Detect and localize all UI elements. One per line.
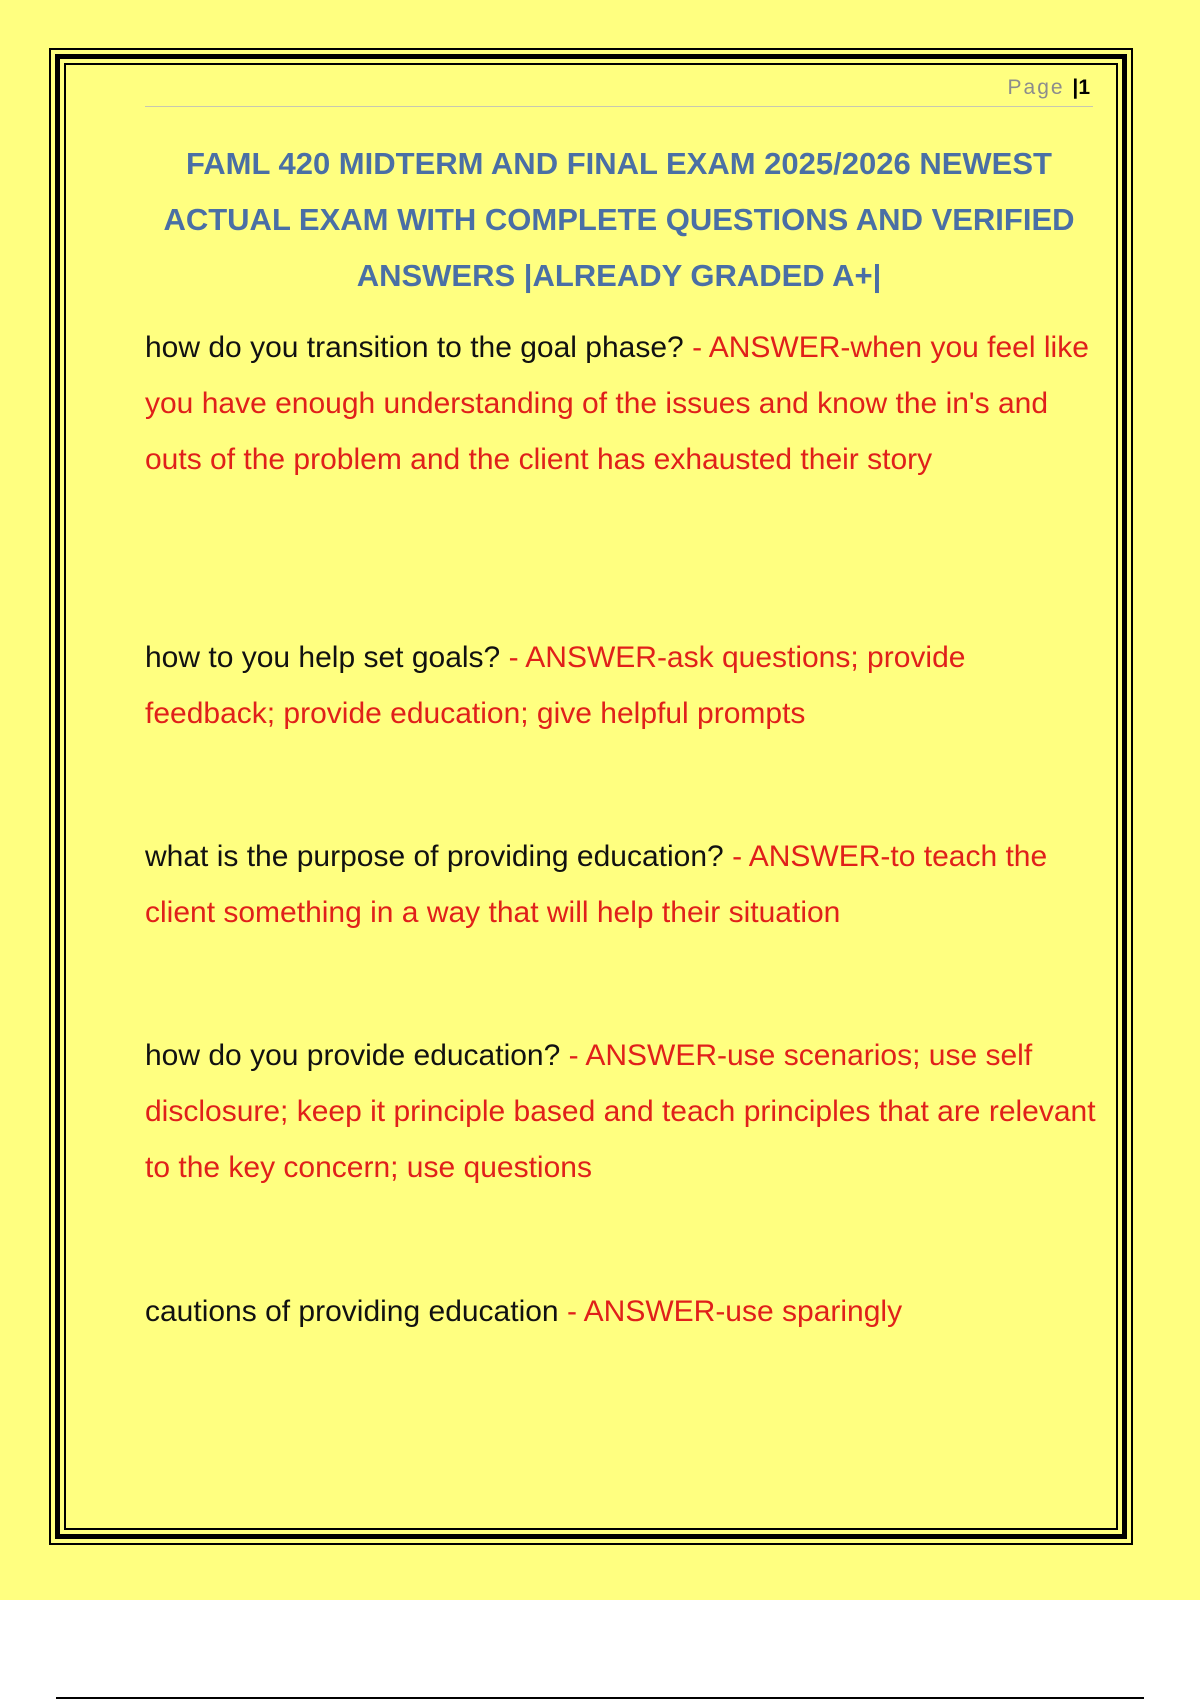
answer-text: - ANSWER-ask questions; provide feedback; provide education; give helpful prompts (145, 641, 966, 730)
question-text: cautions of providing education (145, 1295, 559, 1328)
answer-text: - ANSWER-when you feel like you have enough understanding of the issues and know the in's and outs of the problem and the client has exhausted their story (145, 331, 1089, 476)
qa-item (145, 1284, 1100, 1340)
question-text: what is the purpose of providing education? (145, 840, 724, 873)
page-separator: | (1072, 76, 1079, 99)
document-title: FAML 420 MIDTERM AND FINAL EXAM 2025/2026 NEWEST ACTUAL EXAM WITH COMPLETE QUESTIONS AND VERIFIED ANSWERS |ALREADY GRADED A+| (163, 146, 1075, 293)
page-label: Page (1007, 76, 1065, 99)
footer-divider (56, 1697, 1144, 1699)
qa-item (145, 1028, 1100, 1196)
header-divider (145, 106, 1093, 107)
qa-item (145, 320, 1100, 488)
answer-text: - ANSWER-to teach the client something in a way that will help their situation (145, 840, 1048, 929)
page-number: 1 (1078, 76, 1090, 99)
question-text: how do you provide education? (145, 1039, 561, 1072)
question-text: how to you help set goals? (145, 641, 501, 674)
page-number-header (900, 76, 1090, 100)
answer-text: - ANSWER-use scenarios; use self disclosure; keep it principle based and teach principles that are relevant to the key concern; use questions (145, 1039, 1096, 1184)
qa-item (145, 829, 1100, 941)
answer-text: - ANSWER-use sparingly (566, 1295, 903, 1328)
question-text: how do you transition to the goal phase? (145, 331, 684, 364)
qa-item (145, 630, 1100, 742)
